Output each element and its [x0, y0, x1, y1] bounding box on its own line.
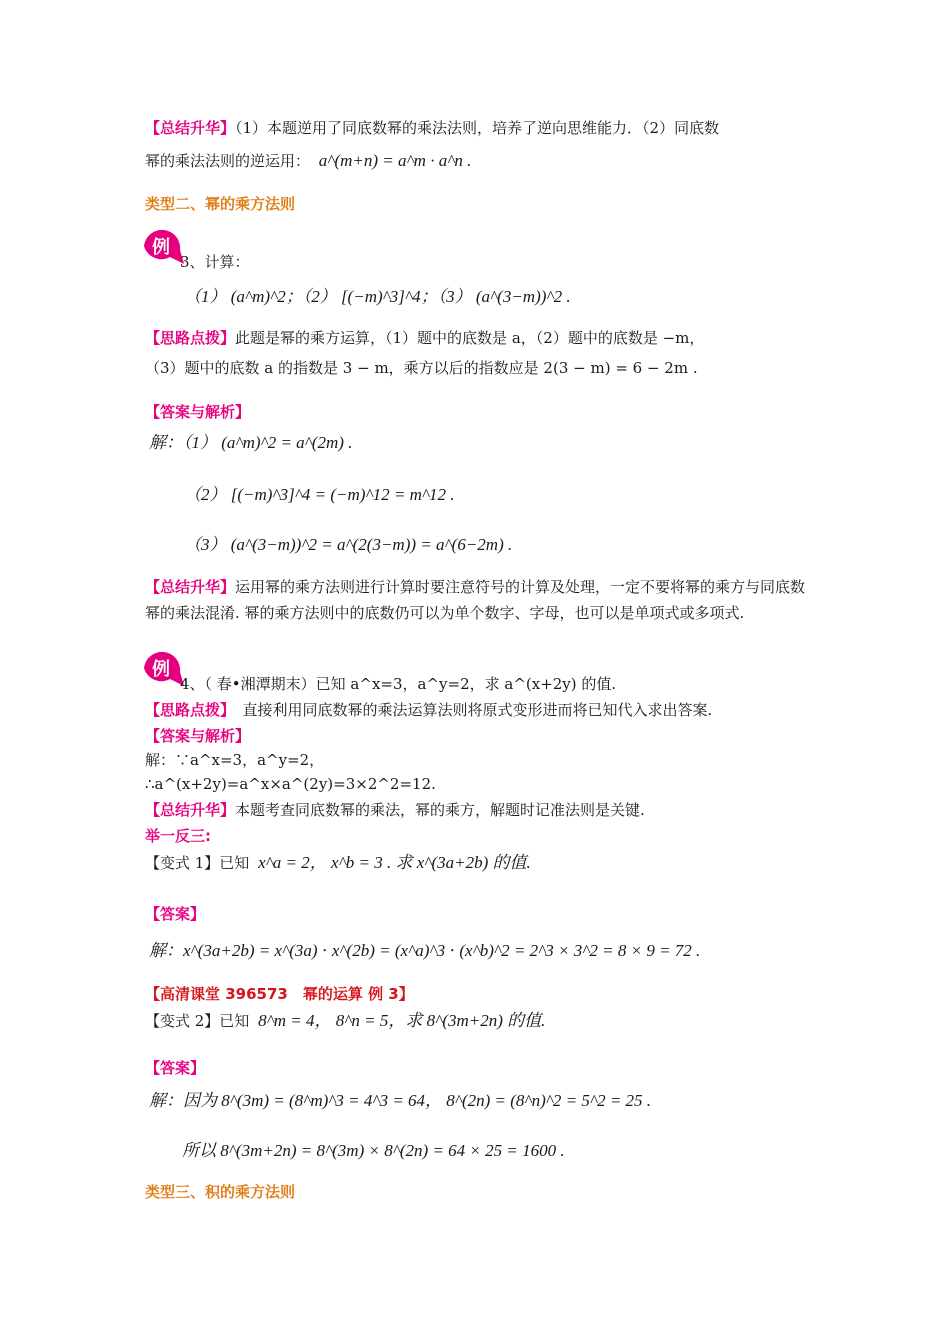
variant-1-answer-heading — [145, 902, 810, 927]
example-4-solution-2-text: ∴a^(x+2y)=a^x×a^(2y)=3×2^2=12. — [145, 775, 436, 793]
example-badge-label-2: 例 — [152, 659, 170, 680]
example-3-summary — [145, 574, 810, 626]
example-badge-label: 例 — [152, 237, 170, 258]
variant-1-solution-text: 解：x^(3a+2b) = x^(3a) ⋅ x^(2b) = (x^a)^3 ⋅ (x^b)^2 = 2^3 × 3^2 = 8 × 9 = 72 . — [149, 941, 701, 960]
summary-text-line2: 幂的乘法法则的逆运用： — [145, 152, 311, 170]
hint-line2: （3）题中的底数 a 的指数是 3 − m，乘方以后的指数应是 2(3 − m) = 6 − 2m . — [145, 359, 698, 377]
hint-tag: 【思路点拨】 — [145, 329, 236, 347]
example-3-hint — [145, 326, 810, 351]
variant-1-formula: x^a = 2， x^b = 3 . 求 x^(3a+2b) 的值. — [258, 853, 531, 872]
summary-paragraph-1 — [145, 116, 810, 141]
summary-tag-2: 【总结升华】 — [145, 578, 236, 596]
example-4-solution-2 — [145, 772, 810, 797]
example-3-solution-3 — [180, 532, 845, 558]
formula-power-rule: a^(m+n) = a^m · a^n . — [318, 151, 472, 170]
example-3-solution-2 — [180, 482, 845, 508]
summary-text-line1: （1）本题逆用了同底数幂的乘法法则，培养了逆向思维能力．（2）同底数 — [235, 119, 720, 137]
variant-2-label: 【变式 2】已知 — [145, 1012, 250, 1030]
example-4-hint — [145, 698, 810, 723]
example-3-title-text: 3、计算： — [180, 253, 250, 271]
variant-2-formula: 8^m = 4， 8^n = 5，求 8^(3m+2n) 的值. — [258, 1011, 546, 1030]
video-lesson-text: 【高清课堂 396573 幂的运算 例 3】 — [145, 985, 414, 1003]
summary-tag-3: 【总结升华】 — [145, 801, 236, 819]
variant-1-question — [145, 850, 810, 876]
hint-text-2: 直接利用同底数幂的乘法运算法则将原式变形进而将已知代入求出答案. — [242, 701, 713, 719]
example-3-answer-heading — [145, 400, 810, 425]
example-3-items-text: （1） (a^m)^2；（2） [(−m)^3]^4；（3） (a^(3−m))^2 . — [184, 287, 571, 306]
variant-2-solution-2-text: 所以 8^(3m+2n) = 8^(3m) × 8^(2n) = 64 × 25 = 1600 . — [182, 1141, 565, 1160]
variant-2-solution-1 — [145, 1088, 810, 1114]
example-3-title — [180, 250, 845, 275]
example-4-title — [180, 672, 845, 697]
solution-1-text: 解：（1） (a^m)^2 = a^(2m) . — [149, 433, 353, 452]
example-4-solution-1-text: 解：∵a^x=3，a^y=2， — [145, 751, 325, 769]
section-heading-2 — [145, 192, 810, 217]
hint-tag-2: 【思路点拨】 — [145, 701, 228, 719]
section-heading-3 — [145, 1180, 810, 1205]
hint-line1: 此题是幂的乘方运算，（1）题中的底数是 a，（2）题中的底数是 −m， — [235, 329, 705, 347]
summary-text-3: 本题考查同底数幂的乘法，幂的乘方，解题时记准法则是关键. — [235, 801, 645, 819]
summary-paragraph-1-line2 — [145, 148, 810, 174]
variant-1-label: 【变式 1】已知 — [145, 854, 250, 872]
answer-tag-2: 【答案与解析】 — [145, 727, 251, 745]
example-3-hint-line2 — [145, 356, 810, 381]
variant-2-solution-2 — [178, 1138, 843, 1164]
variant-2-answer-tag: 【答案】 — [145, 1059, 206, 1077]
variant-2-answer-heading — [145, 1056, 810, 1081]
example-4-solution-1 — [145, 748, 810, 773]
variant-1-answer-tag: 【答案】 — [145, 905, 206, 923]
example-4-title-text: 4、（ 春•湘潭期末）已知 a^x=3，a^y=2，求 a^(x+2y) 的值. — [180, 675, 617, 693]
solution-3-text: （3） (a^(3−m))^2 = a^(2(3−m)) = a^(6−2m) . — [184, 535, 513, 554]
example-3-solution-1 — [145, 430, 810, 456]
answer-tag: 【答案与解析】 — [145, 403, 251, 421]
example-3-items — [180, 284, 845, 310]
example-4-answer-heading — [145, 724, 810, 749]
video-lesson-heading — [145, 982, 810, 1007]
example-4-summary — [145, 798, 810, 823]
solution-2-text: （2） [(−m)^3]^4 = (−m)^12 = m^12 . — [184, 485, 455, 504]
summary-text-2: 运用幂的乘方法则进行计算时要注意符号的计算及处理，一定不要将幂的乘方与同底数幂的乘法混淆. 幂的乘方法则中的底数仍可以为单个数字、字母，也可以是单项式或多项式. — [145, 578, 806, 622]
summary-tag: 【总结升华】 — [145, 119, 236, 137]
variant-2-solution-1-text: 解：因为 8^(3m) = (8^m)^3 = 4^3 = 64， 8^(2n) = (8^n)^2 = 5^2 = 25 . — [149, 1091, 652, 1110]
variant-1-solution — [145, 938, 810, 964]
practice-heading — [145, 824, 810, 849]
variant-2-question — [145, 1008, 810, 1034]
practice-heading-text: 举一反三: — [145, 827, 211, 845]
section-heading-3-text: 类型三、积的乘方法则 — [145, 1183, 296, 1201]
section-heading-2-text: 类型二、幂的乘方法则 — [145, 195, 296, 213]
